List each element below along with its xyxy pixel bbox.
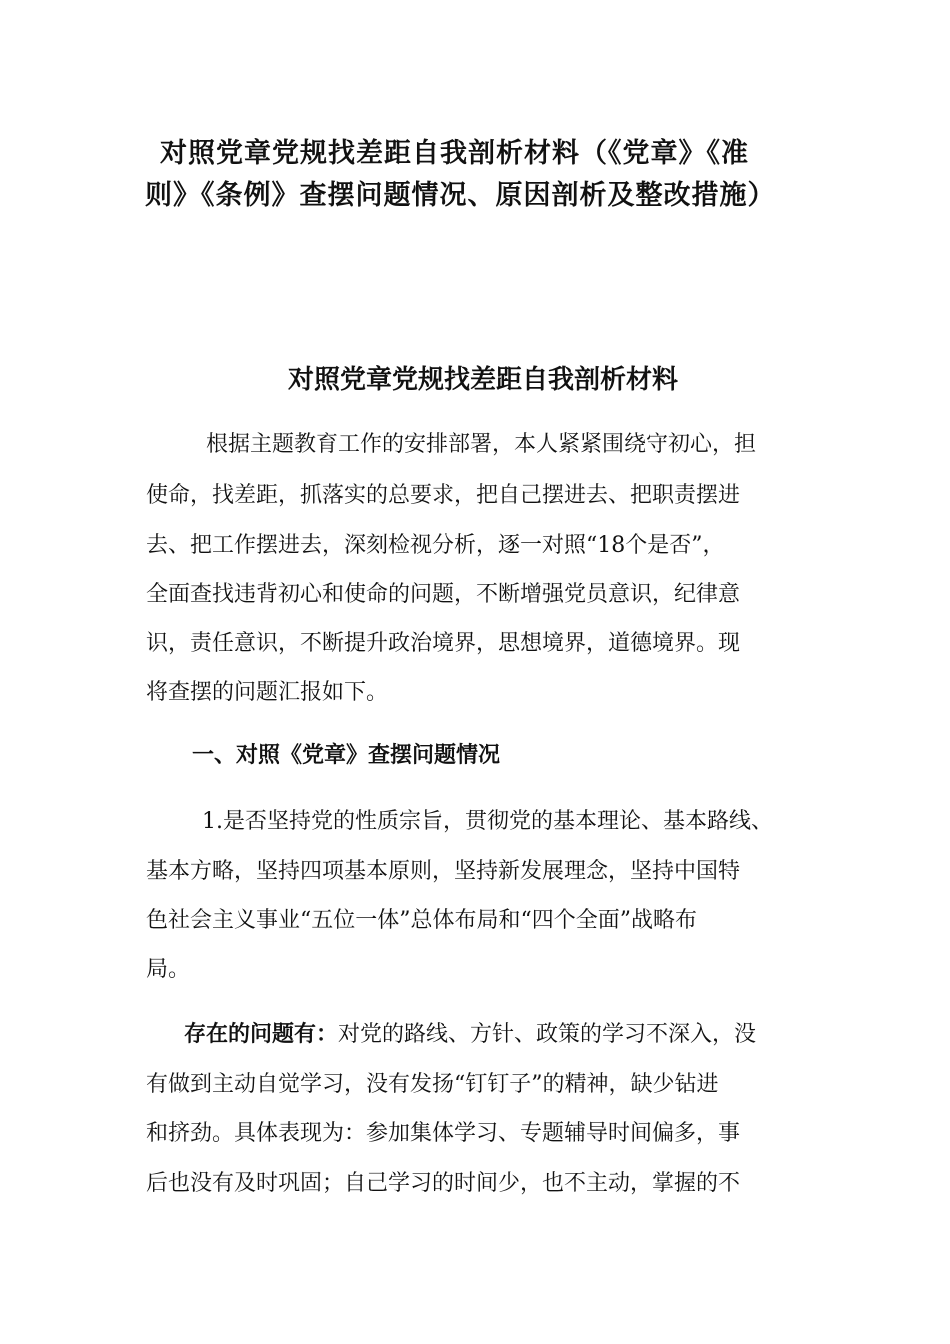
problems-line bbox=[184, 1020, 756, 1050]
document-title-line-2: 则》《条例》查摆问题情况、原因剖析及整改措施） bbox=[145, 180, 776, 211]
document-title-line-1: 对照党章党规找差距自我剖析材料（《党章》《准 bbox=[160, 138, 749, 169]
intro-line: 去、把工作摆进去，深刻检视分析，逐一对照“18个是否”， bbox=[146, 533, 725, 558]
item-line: 基本方略，坚持四项基本原则，坚持新发展理念，坚持中国特 bbox=[146, 859, 741, 884]
problems-line: 有做到主动自觉学习，没有发扬“钉钉子”的精神，缺少钻进 bbox=[146, 1072, 719, 1097]
section-title: 对照党章党规找差距自我剖析材料 bbox=[288, 365, 679, 395]
item-line: 局。 bbox=[146, 957, 191, 982]
problems-label: 存在的问题有： bbox=[184, 1022, 339, 1047]
item-line: 色社会主义事业“五位一体”总体布局和“四个全面”战略布 bbox=[146, 908, 697, 933]
item-line: 1.是否坚持党的性质宗旨，贯彻党的基本理论、基本路线、 bbox=[202, 809, 773, 834]
section-heading: 一、对照《党章》查摆问题情况 bbox=[192, 743, 501, 768]
intro-line: 将查摆的问题汇报如下。 bbox=[146, 680, 389, 705]
intro-line: 根据主题教育工作的安排部署，本人紧紧围绕守初心，担 bbox=[206, 432, 757, 457]
problems-line: 和挤劲。具体表现为：参加集体学习、专题辅导时间偏多，事 bbox=[146, 1121, 741, 1146]
intro-line: 识，责任意识，不断提升政治境界，思想境界，道德境界。现 bbox=[146, 631, 741, 656]
problems-line: 后也没有及时巩固；自己学习的时间少，也不主动，掌握的不 bbox=[146, 1171, 741, 1196]
problems-first-text: 对党的路线、方针、政策的学习不深入，没 bbox=[338, 1022, 757, 1047]
intro-line: 使命，找差距，抓落实的总要求，把自己摆进去、把职责摆进 bbox=[146, 483, 741, 508]
intro-line: 全面查找违背初心和使命的问题，不断增强党员意识，纪律意 bbox=[146, 582, 741, 607]
